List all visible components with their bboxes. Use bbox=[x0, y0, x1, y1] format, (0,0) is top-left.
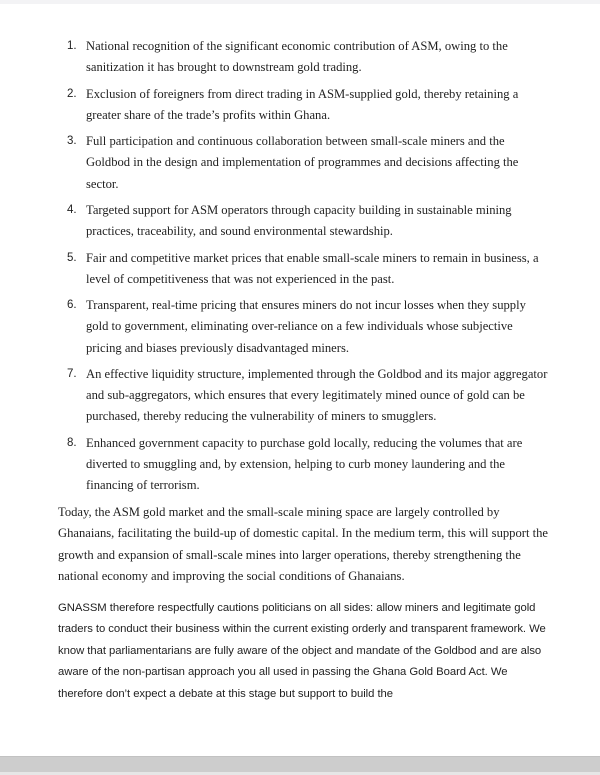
list-item bbox=[58, 131, 548, 195]
list-number: 2. bbox=[67, 87, 77, 100]
page-content bbox=[58, 36, 548, 706]
list-item bbox=[58, 84, 548, 126]
list-number: 8. bbox=[67, 436, 77, 449]
list-number: 3. bbox=[67, 135, 77, 148]
list-number: 7. bbox=[67, 367, 77, 380]
list-item bbox=[58, 433, 548, 497]
list-item-text: Exclusion of foreigners from direct trading in ASM-supplied gold, thereby retaining a greater share of the trade’s profits within Ghana. bbox=[86, 86, 519, 122]
list-item bbox=[58, 200, 548, 242]
page-separator-bar bbox=[0, 756, 600, 772]
list-item-text: Transparent, real-time pricing that ensures miners do not incur losses when they supply gold to government, eliminating over-reliance on a few individuals whose subjective pricing and biases previously disadvantaged miners. bbox=[86, 298, 526, 355]
numbered-list bbox=[58, 36, 548, 496]
list-item bbox=[58, 248, 548, 290]
list-item bbox=[58, 36, 548, 78]
list-number: 4. bbox=[67, 203, 77, 216]
list-item-text: Targeted support for ASM operators through capacity building in sustainable mining practices, traceability, and sound environmental stewardship. bbox=[86, 202, 512, 239]
document-page bbox=[0, 4, 600, 756]
list-number: 1. bbox=[67, 40, 77, 52]
list-item-text: An effective liquidity structure, implemented through the Goldbod and its major aggregator and sub-aggregators, which ensures that every legitimately mined ounce of gold can be purchased, thereby reducing the vulnerability of miners to smugglers. bbox=[86, 366, 548, 424]
list-number: 6. bbox=[67, 299, 77, 312]
list-item-text: Enhanced government capacity to purchase gold locally, reducing the volumes that are diverted to smuggling and, by extension, helping to curb money laundering and the financing of terrorism. bbox=[86, 435, 523, 493]
list-item bbox=[58, 295, 548, 359]
paragraph-asm-market: Today, the ASM gold market and the small-scale mining space are largely controlled by Ghanaians, facilitating the build-up of domestic capital. In the medium term, this will support the growth and expansion of small-scale mines into larger operations, thereby strengthening the national economy and improving the social conditions of Ghanaians. bbox=[58, 504, 548, 584]
list-item-text: Full participation and continuous collaboration between small-scale miners and the Goldbod in the design and implementation of programmes and decisions affecting the sector. bbox=[86, 134, 519, 191]
list-item-text: Fair and competitive market prices that enable small-scale miners to remain in business, a level of competitiveness that was not experienced in the past. bbox=[86, 250, 539, 286]
list-item bbox=[58, 364, 548, 428]
list-item-text: National recognition of the significant economic contribution of ASM, owing to the sanitization it has brought to downstream gold trading. bbox=[86, 39, 508, 75]
paragraph-gnassm-caution: GNASSM therefore respectfully cautions politicians on all sides: allow miners and legitimate gold traders to conduct their business within the current existing orderly and transparent framework. We know that parliamentarians are fully aware of the object and mandate of the Goldbod and are also aware of the non-partisan approach you all used in passing the Ghana Gold Board Act. We therefore don’t expect a debate at this stage but support to build the bbox=[58, 601, 546, 700]
list-number: 5. bbox=[67, 251, 77, 264]
